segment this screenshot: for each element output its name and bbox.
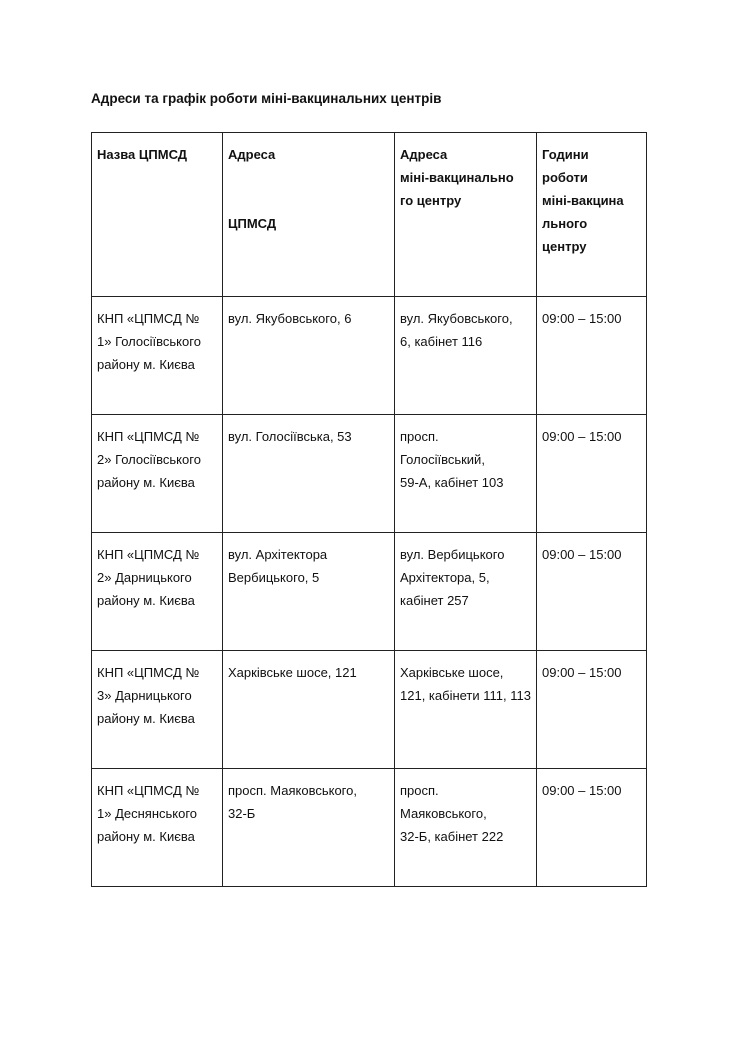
- cell-address: вул. Якубовського, 6: [223, 297, 395, 415]
- cell-center-address: Харківське шосе, 121, кабінети 111, 113: [395, 651, 537, 769]
- table-header-row: [92, 133, 647, 297]
- table-row: [92, 297, 647, 415]
- header-center-address: Адреса міні-вакцинально го центру: [395, 133, 537, 297]
- table-row: [92, 651, 647, 769]
- cell-center-address: просп. Маяковського, 32-Б, кабінет 222: [395, 769, 537, 887]
- schedule-table: [91, 132, 647, 887]
- header-name: Назва ЦПМСД: [92, 133, 223, 297]
- cell-hours: 09:00 – 15:00: [537, 769, 647, 887]
- cell-center-address: просп. Голосіївський, 59-А, кабінет 103: [395, 415, 537, 533]
- cell-address: Харківське шосе, 121: [223, 651, 395, 769]
- cell-address: просп. Маяковського, 32-Б: [223, 769, 395, 887]
- cell-name: КНП «ЦПМСД № 1» Голосіївського району м. Києва: [92, 297, 223, 415]
- cell-hours: 09:00 – 15:00: [537, 651, 647, 769]
- header-address-line2: ЦПМСД: [228, 216, 277, 231]
- table-row: [92, 533, 647, 651]
- cell-name: КНП «ЦПМСД № 2» Голосіївського району м. Києва: [92, 415, 223, 533]
- table-row: [92, 769, 647, 887]
- cell-hours: 09:00 – 15:00: [537, 533, 647, 651]
- table-row: [92, 415, 647, 533]
- header-hours: Години роботи міні-вакцина льного центру: [537, 133, 647, 297]
- cell-name: КНП «ЦПМСД № 3» Дарницького району м. Києва: [92, 651, 223, 769]
- cell-name: КНП «ЦПМСД № 2» Дарницького району м. Києва: [92, 533, 223, 651]
- page-title: Адреси та графік роботи міні-вакцинальних центрів: [91, 91, 442, 106]
- cell-address: вул. Голосіївська, 53: [223, 415, 395, 533]
- header-address: [223, 133, 395, 297]
- header-address-line1: Адреса: [228, 147, 276, 162]
- cell-hours: 09:00 – 15:00: [537, 297, 647, 415]
- cell-hours: 09:00 – 15:00: [537, 415, 647, 533]
- cell-name: КНП «ЦПМСД № 1» Деснянського району м. Києва: [92, 769, 223, 887]
- cell-address: вул. Архітектора Вербицького, 5: [223, 533, 395, 651]
- cell-center-address: вул. Вербицького Архітектора, 5, кабінет 257: [395, 533, 537, 651]
- cell-center-address: вул. Якубовського, 6, кабінет 116: [395, 297, 537, 415]
